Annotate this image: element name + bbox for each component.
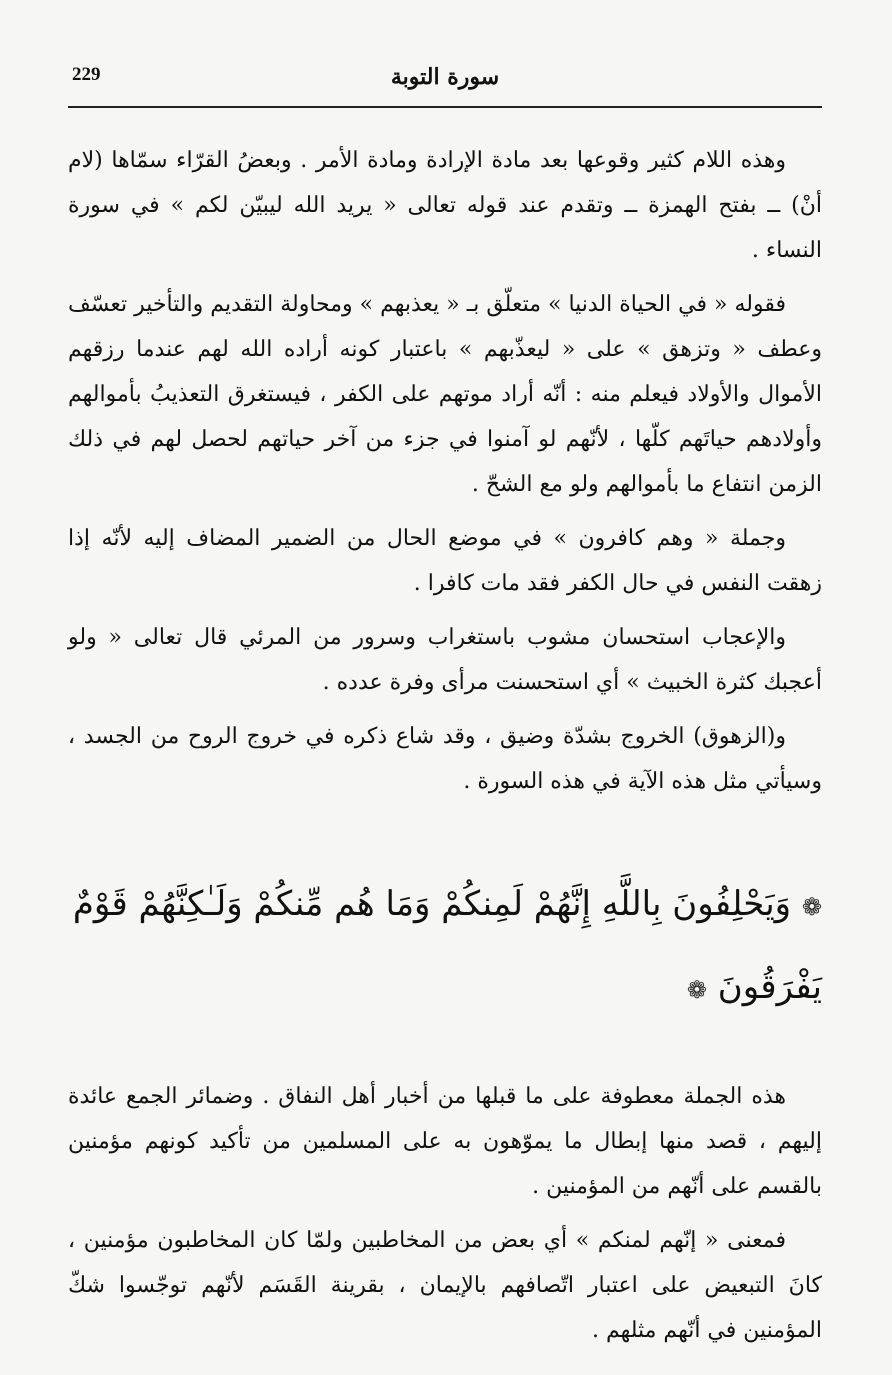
running-title: سورة التوبة: [390, 64, 500, 90]
page-number: 229: [72, 64, 101, 85]
paragraph: وهذه اللام كثير وقوعها بعد مادة الإرادة ومادة الأمر . وبعضُ القرّاء سمّاها (لام أنْ) ــ بفتح الهمزة ــ وتقدم عند قوله تعالى « يريد الله ليبيّن لكم » في سورة النساء .: [68, 148, 822, 263]
ornament-open-icon: ❁: [801, 893, 822, 921]
paragraph: فقوله « في الحياة الدنيا » متعلّق بـ « يعذبهم » ومحاولة التقديم والتأخير تعسّف وعطف « وتزهق » على « ليعذّبهم » باعتبار كونه أراده الله لهم عندما رزقهم الأموال والأولاد فيعلم منه : أنّه أراد موتهم على الكفر ، فيستغرق التعذيبُ بأموالهم وأولادهم حياتَهم كلّها ، لأنّهم لو آمنوا في جزء من آخر حياتهم لحصل لهم في ذلك الزمن انتفاع ما بأموالهم ولو مع الشحّ .: [68, 292, 822, 497]
quran-verse: [68, 864, 822, 1030]
paragraph: و(الزهوق) الخروج بشدّة وضيق ، وقد شاع ذكره في خروج الروح من الجسد ، وسيأتي مثل هذه الآية في هذه السورة .: [68, 724, 822, 794]
paragraph: هذه الجملة معطوفة على ما قبلها من أخبار أهل النفاق . وضمائر الجمع عائدة إليهم ، قصد منها إبطال ما يموّهون به على المسلمين من تأكيد كونهم مؤمنين بالقسم على أنّهم من المؤمنين .: [68, 1084, 822, 1199]
page-header: [68, 62, 822, 106]
page-body: [68, 138, 822, 1362]
verse-text: وَيَحْلِفُونَ بِاللَّهِ إِنَّهُمْ لَمِنكُمْ وَمَا هُم مِّنكُمْ وَلَـٰكِنَّهُمْ قَوْمٌ يَفْرَقُونَ: [72, 884, 822, 1007]
paragraph: فمعنى « إنّهم لمنكم » أي بعض من المخاطبين ولمّا كان المخاطبون مؤمنين ، كانَ التبعيض على اعتبار اتّصافهم بالإيمان ، بقرينة القَسَم لأنّهم توجّسوا شكّ المؤمنين في أنّهم مثلهم .: [68, 1228, 822, 1343]
ornament-close-icon: ❁: [686, 976, 707, 1004]
header-rule: [68, 106, 822, 108]
paragraph: والإعجاب استحسان مشوب باستغراب وسرور من المرئي قال تعالى « ولو أعجبك كثرة الخبيث » أي استحسنت مرأى وفرة عدده .: [68, 625, 822, 695]
paragraph: وجملة « وهم كافرون » في موضع الحال من الضمير المضاف إليه لأنّه إذا زهقت النفس في حال الكفر فقد مات كافرا .: [68, 526, 822, 596]
